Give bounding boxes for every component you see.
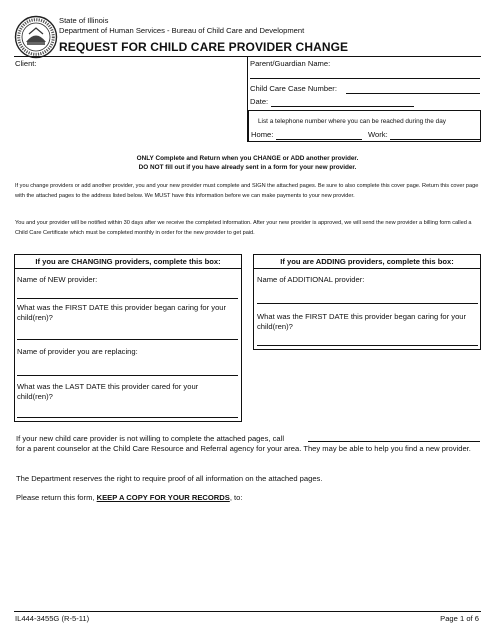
additional-first-date-label: What was the FIRST DATE this provider began caring for your child(ren)? (257, 312, 467, 331)
agency-line-1: State of Illinois (59, 16, 109, 25)
additional-provider-field[interactable] (257, 303, 478, 304)
parent-guardian-label: Parent/Guardian Name: (250, 59, 331, 68)
first-date-field[interactable] (17, 339, 238, 340)
return-prefix: Please return this form, (16, 493, 97, 502)
date-label: Date: (250, 97, 269, 106)
last-date-label: What was the LAST DATE this provider cared for your child(ren)? (17, 382, 199, 401)
return-emphasis: KEEP A COPY FOR YOUR RECORDS (96, 493, 230, 502)
form-number: IL444-3455G (R-5-11) (15, 614, 90, 623)
notice-line-2: DO NOT fill out if you have already sent in a form for your new provider. (138, 164, 357, 171)
changing-heading-rule (14, 268, 242, 269)
page-number: Page 1 of 6 (440, 614, 479, 623)
additional-first-date-field[interactable] (257, 345, 478, 346)
last-date-field[interactable] (17, 417, 238, 418)
footer-rule (14, 611, 481, 612)
instructions-paragraph-1: If you change providers or add another provider, you and your new provider must complete and SIGN the attached pages. Be sure to also complete this cover page. Return this cover page with the attached pages to the address listed below. We MUST have this information before we can make payments to your new provider. (15, 183, 479, 199)
case-number-field[interactable] (346, 93, 480, 94)
work-phone-label: Work: (368, 130, 388, 139)
first-date-label: What was the FIRST DATE this provider began caring for your child(ren)? (17, 303, 227, 322)
new-provider-field[interactable] (17, 298, 238, 299)
home-phone-field[interactable] (276, 139, 362, 140)
replacing-provider-field[interactable] (17, 375, 238, 376)
return-instruction (16, 493, 243, 502)
parent-guardian-field[interactable] (250, 78, 480, 79)
adding-box-heading: If you are ADDING providers, complete this box: (280, 257, 454, 266)
phone-box (248, 110, 481, 142)
agency-line-2: Department of Human Services - Bureau of Child Care and Development (59, 26, 305, 35)
client-label: Client: (15, 59, 37, 68)
adding-heading-rule (253, 268, 481, 269)
instructions-paragraph-2: You and your provider will be notified within 30 days after we receive the completed information. After your new provider is approved, we will send the new provider a billing form called a Child Care Certificate which must be completed monthly in order for the new provider to get paid. (15, 220, 472, 236)
call-text-continued: for a parent counselor at the Child Care Resource and Referral agency for your area. They may be able to help you find a new provider. (16, 444, 471, 453)
date-field[interactable] (271, 106, 414, 107)
replacing-provider-label: Name of provider you are replacing: (17, 347, 138, 356)
work-phone-field[interactable] (390, 139, 480, 140)
home-phone-label: Home: (251, 130, 274, 139)
changing-box-heading: If you are CHANGING providers, complete this box: (35, 257, 221, 266)
case-number-label: Child Care Case Number: (250, 84, 337, 93)
call-text: If your new child care provider is not willing to complete the attached pages, call (16, 434, 285, 443)
call-number-field[interactable] (308, 441, 480, 442)
additional-provider-label: Name of ADDITIONAL provider: (257, 275, 365, 284)
form-title: REQUEST FOR CHILD CARE PROVIDER CHANGE (59, 40, 349, 54)
notice-line-1: ONLY Complete and Return when you CHANGE or ADD another provider. (136, 155, 359, 162)
phone-instruction: List a telephone number where you can be reached during the day (258, 118, 446, 125)
new-provider-label: Name of NEW provider: (17, 275, 98, 284)
proof-text: The Department reserves the right to require proof of all information on the attached pages. (16, 474, 323, 483)
state-seal-icon (14, 15, 58, 59)
return-suffix: , to: (229, 493, 243, 502)
